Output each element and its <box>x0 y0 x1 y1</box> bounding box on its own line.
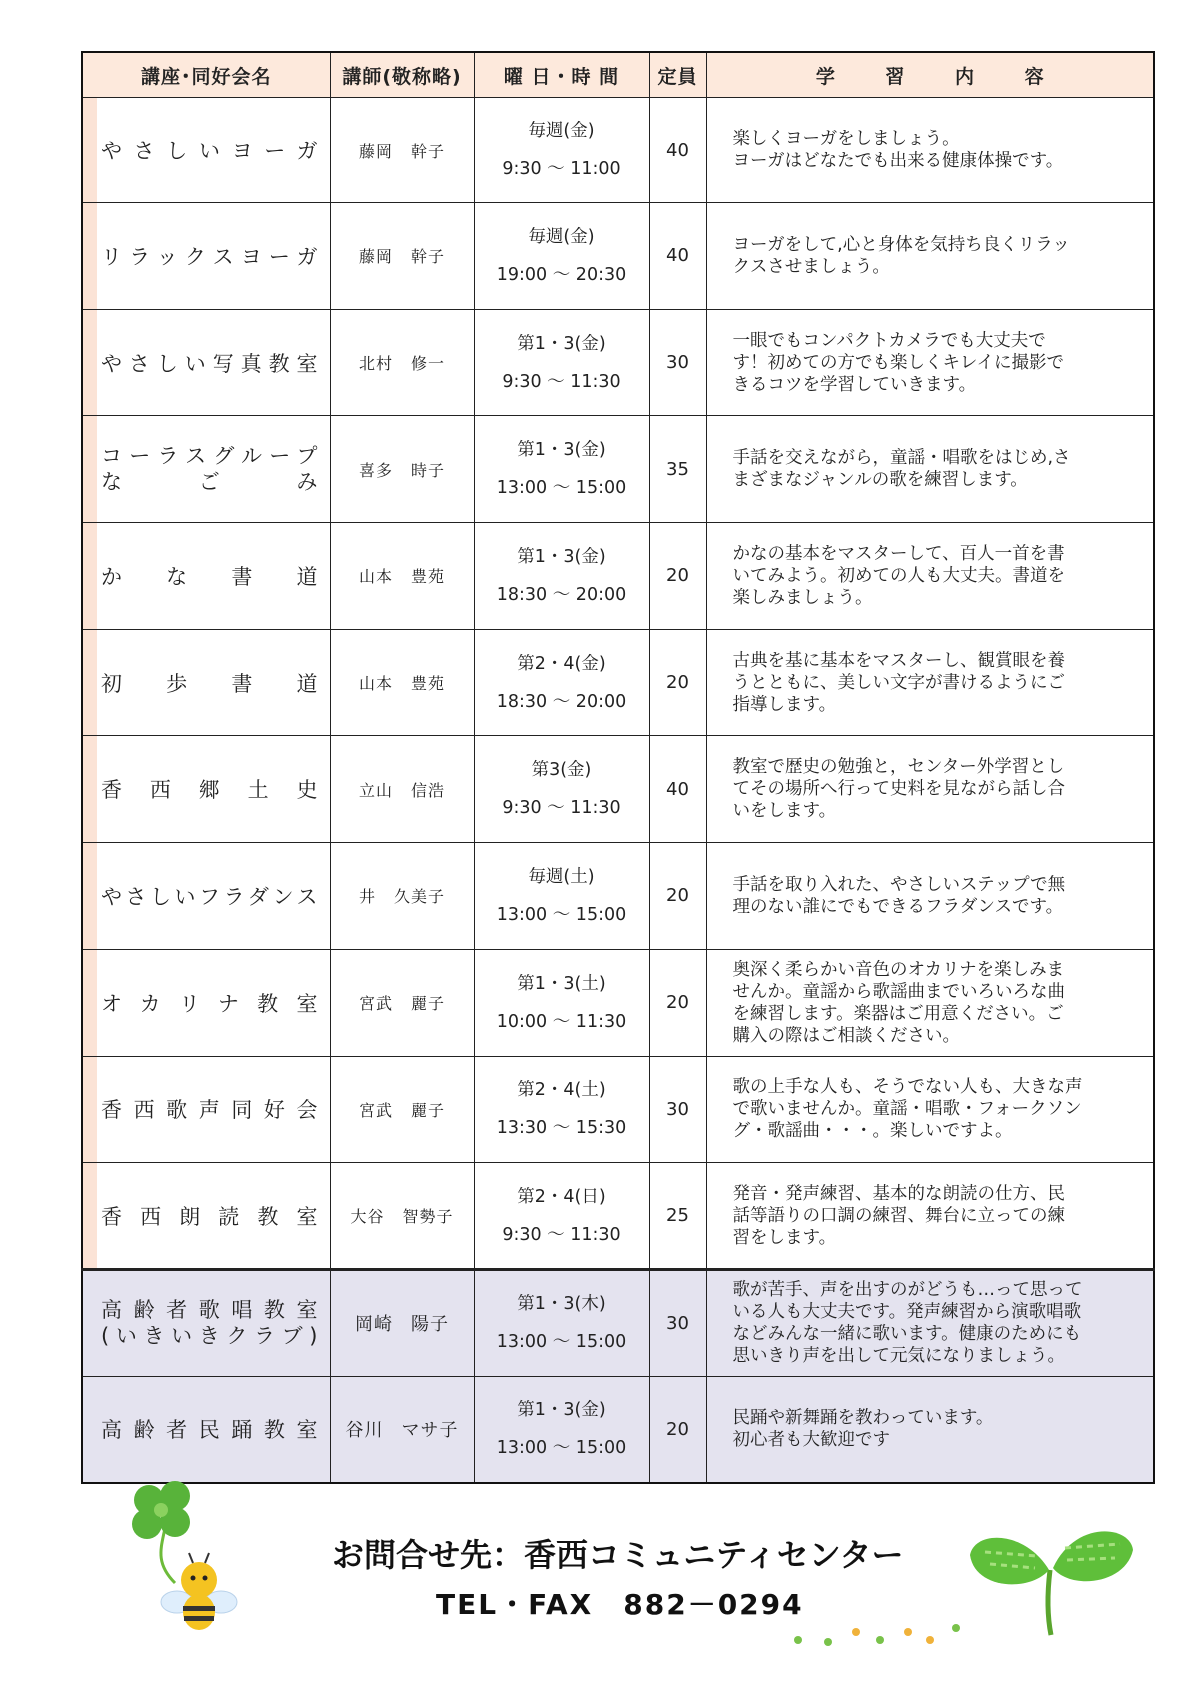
schedule-cell <box>474 843 649 950</box>
capacity-cell: 40 <box>649 736 706 843</box>
description-cell <box>706 523 1154 630</box>
description-line: クスさせましょう。 <box>732 256 890 277</box>
description-line: 楽しくヨーガをしましょう。 <box>732 129 960 149</box>
schedule-time: 9:30 ～ 11:30 <box>502 371 621 392</box>
schedule-time: 9:30 ～ 11:00 <box>502 159 621 179</box>
contact-tel: TEL・FAX 882－0294 <box>436 1588 804 1621</box>
teacher-cell <box>330 1269 474 1376</box>
course-name: リラックスヨーガ <box>101 244 318 269</box>
teacher-family-name: 山本 <box>358 567 393 587</box>
table-row <box>82 523 1154 630</box>
teacher-given-name: 信浩 <box>411 780 446 800</box>
schedule-time: 13:00 ～ 15:00 <box>496 1438 627 1459</box>
table-row <box>82 629 1154 736</box>
course-name-line2: (いきいきクラブ) <box>101 1324 318 1349</box>
course-name: 香西朗読教室 <box>101 1204 318 1229</box>
description-line: 理のない誰にでもできるフラダンスです。 <box>732 896 1064 917</box>
description-cell <box>706 949 1154 1056</box>
course-name-cell <box>82 1163 330 1270</box>
schedule-cell <box>474 98 649 203</box>
course-name-line1: 高齢者歌唱教室 <box>101 1298 318 1323</box>
schedule-time: 13:30 ～ 15:30 <box>496 1118 627 1139</box>
teacher-given-name: 麗子 <box>411 994 446 1014</box>
course-name-cell <box>82 629 330 736</box>
teacher-given-name: 麗子 <box>411 1100 446 1120</box>
description-line: せんか。童謡から歌謡曲までいろいろな曲 <box>732 981 1065 1002</box>
schedule-time: 10:00 ～ 11:30 <box>496 1011 627 1032</box>
capacity-cell: 40 <box>649 203 706 310</box>
teacher-cell <box>330 949 474 1056</box>
schedule-cell <box>474 629 649 736</box>
capacity-cell: 30 <box>649 1056 706 1163</box>
table-row <box>82 843 1154 950</box>
schedule-time: 18:30 ～ 20:00 <box>496 691 627 712</box>
teacher-family-name: 立山 <box>358 780 393 800</box>
table-row <box>82 309 1154 416</box>
course-name-cell <box>82 736 330 843</box>
course-name-cell <box>82 949 330 1056</box>
course-name-cell <box>82 309 330 416</box>
capacity-cell: 25 <box>649 1163 706 1270</box>
description-cell <box>706 736 1154 843</box>
course-name-cell <box>82 843 330 950</box>
course-name-cell <box>82 1376 330 1483</box>
teacher-family-name: 山本 <box>358 674 393 694</box>
course-name: 香西郷土史 <box>101 778 318 803</box>
course-name-cell <box>82 523 330 630</box>
description-line: 初心者も大歓迎です <box>732 1430 890 1451</box>
teacher-cell <box>330 309 474 416</box>
capacity-cell: 20 <box>649 1376 706 1483</box>
teacher-family-name: 宮武 <box>358 1100 393 1120</box>
schedule-day: 第2・4(金) <box>517 653 606 674</box>
bee-icon <box>155 1550 245 1640</box>
teacher-family-name: 岡崎 <box>355 1314 393 1336</box>
description-line: 楽しみましょう。 <box>732 587 873 608</box>
capacity-cell: 20 <box>649 523 706 630</box>
teacher-given-name: 修一 <box>411 354 446 374</box>
capacity-cell: 30 <box>649 1269 706 1376</box>
description-cell <box>706 1269 1154 1376</box>
contact-heading: お問合せ先：香西コミュニティセンター <box>332 1536 904 1574</box>
schedule-day: 第1・3(木) <box>517 1294 606 1315</box>
teacher-cell <box>330 416 474 523</box>
teacher-family-name: 大谷 <box>350 1207 385 1227</box>
header-capacity: 定員 <box>649 52 706 98</box>
dots-decoration <box>790 1610 970 1650</box>
description-cell <box>706 309 1154 416</box>
course-name: オカリナ教室 <box>101 991 318 1016</box>
description-cell <box>706 1376 1154 1483</box>
description-cell <box>706 203 1154 310</box>
course-name-cell <box>82 203 330 310</box>
course-name: かな書道 <box>101 564 318 589</box>
description-cell <box>706 1056 1154 1163</box>
schedule-cell <box>474 1163 649 1270</box>
course-name: 香西歌声同好会 <box>101 1098 318 1123</box>
teacher-family-name: 藤岡 <box>358 247 393 267</box>
table-row <box>82 1269 1154 1376</box>
teacher-family-name: 井 <box>358 887 376 907</box>
description-line: 古典を基に基本をマスターし、観賞眼を養 <box>732 650 1065 671</box>
course-name-cell <box>82 1269 330 1376</box>
description-line: 思いきり声を出して元気になりましょう。 <box>732 1346 1065 1367</box>
teacher-family-name: 喜多 <box>358 460 393 480</box>
table-header-row <box>82 52 1154 98</box>
description-line: す！初めての方でも楽しくキレイに撮影で <box>732 352 1064 373</box>
course-name: やさしい写真教室 <box>101 351 318 376</box>
schedule-day: 第3(金) <box>531 760 592 781</box>
description-line: 教室で歴史の勉強と，センター外学習とし <box>732 757 1065 778</box>
description-line: 指導します。 <box>732 694 837 715</box>
schedule-day: 第1・3(金) <box>517 333 606 354</box>
schedule-day: 毎週(金) <box>528 121 595 141</box>
teacher-given-name: 久美子 <box>394 887 446 907</box>
description-line: などみんな一緒に歌います。健康のためにも <box>732 1324 1082 1345</box>
description-line: いる人も大丈夫です。発声練習から演歌唱歌 <box>732 1302 1082 1323</box>
capacity-cell: 20 <box>649 949 706 1056</box>
teacher-family-name: 北村 <box>358 354 393 374</box>
table-row <box>82 203 1154 310</box>
description-line: 話等語りの口調の練習、舞台に立っての練 <box>732 1205 1065 1226</box>
course-table <box>81 51 1155 1484</box>
teacher-cell <box>330 98 474 203</box>
table-row <box>82 949 1154 1056</box>
schedule-cell <box>474 1376 649 1483</box>
schedule-day: 第2・4(土) <box>517 1080 606 1101</box>
header-teacher: 講師(敬称略) <box>330 52 474 98</box>
schedule-cell <box>474 1056 649 1163</box>
teacher-family-name: 藤岡 <box>358 141 393 161</box>
schedule-time: 18:30 ～ 20:00 <box>496 584 627 605</box>
teacher-given-name: 豊苑 <box>411 674 446 694</box>
teacher-given-name: 豊苑 <box>411 567 446 587</box>
description-line: てその場所へ行って史料を見ながら話し合 <box>732 779 1065 800</box>
teacher-cell <box>330 1163 474 1270</box>
description-line: いをします。 <box>732 801 837 822</box>
course-name-cell <box>82 1056 330 1163</box>
description-line: を練習します。楽器はご用意ください。ご <box>732 1003 1064 1024</box>
teacher-family-name: 宮武 <box>358 994 393 1014</box>
teacher-given-name: 智勢子 <box>402 1207 454 1227</box>
schedule-cell <box>474 736 649 843</box>
teacher-cell <box>330 1376 474 1483</box>
schedule-cell <box>474 309 649 416</box>
schedule-time: 9:30 ～ 11:30 <box>502 798 621 819</box>
capacity-cell: 40 <box>649 98 706 203</box>
schedule-cell <box>474 523 649 630</box>
course-name-line2: なごみ <box>101 470 318 495</box>
schedule-time: 13:00 ～ 15:00 <box>496 904 627 925</box>
description-line: きるコツを学習していきます。 <box>732 374 977 395</box>
schedule-cell <box>474 416 649 523</box>
teacher-family-name: 谷川 <box>345 1420 384 1442</box>
course-name-line1: コーラスグループ <box>101 444 318 469</box>
teacher-cell <box>330 203 474 310</box>
teacher-given-name: 陽子 <box>411 1314 449 1336</box>
description-line: 一眼でもコンパクトカメラでも大丈夫で <box>732 330 1046 351</box>
description-line: 奥深く柔らかい音色のオカリナを楽しみま <box>732 959 1065 980</box>
schedule-cell <box>474 1269 649 1376</box>
schedule-day: 第1・3(土) <box>517 973 606 994</box>
description-line: ヨーガはどなたでも出来る健康体操です。 <box>732 151 1064 171</box>
description-cell <box>706 629 1154 736</box>
description-line: で歌いませんか。童謡・唱歌・フォークソン <box>732 1099 1082 1120</box>
description-line: 歌の上手な人も、そうでない人も、大きな声 <box>732 1077 1083 1098</box>
teacher-given-name: 幹子 <box>411 247 446 267</box>
course-name-cell <box>82 416 330 523</box>
teacher-given-name: 幹子 <box>411 141 446 161</box>
table-row <box>82 98 1154 203</box>
teacher-cell <box>330 523 474 630</box>
description-line: かなの基本をマスターして、百人一首を書 <box>732 543 1065 564</box>
teacher-given-name: 時子 <box>411 460 446 480</box>
table-row <box>82 1056 1154 1163</box>
teacher-given-name: マサ子 <box>401 1420 459 1442</box>
schedule-day: 毎週(金) <box>528 226 595 247</box>
schedule-time: 13:00 ～ 15:00 <box>496 1332 627 1353</box>
description-line: ヨーガをして,心と身体を気持ち良くリラッ <box>732 234 1070 255</box>
course-name: 初歩書道 <box>101 671 318 696</box>
description-line: いてみよう。初めての人も大丈夫。書道を <box>732 565 1065 586</box>
schedule-time: 9:30 ～ 11:30 <box>502 1224 621 1245</box>
teacher-cell <box>330 843 474 950</box>
description-line: うとともに、美しい文字が書けるようにご <box>732 672 1065 693</box>
description-cell <box>706 843 1154 950</box>
table-row <box>82 736 1154 843</box>
capacity-cell: 30 <box>649 309 706 416</box>
course-name: 高齢者民踊教室 <box>101 1418 318 1443</box>
sprout-icon <box>965 1510 1135 1640</box>
schedule-day: 第1・3(金) <box>517 546 606 567</box>
schedule-day: 第1・3(金) <box>517 440 606 461</box>
course-name-cell <box>82 98 330 203</box>
schedule-day: 第1・3(金) <box>517 1400 606 1421</box>
capacity-cell: 20 <box>649 843 706 950</box>
description-cell <box>706 98 1154 203</box>
description-line: 手話を交えながら，童謡・唱歌をはじめ,さ <box>732 448 1071 469</box>
table-row <box>82 1163 1154 1270</box>
capacity-cell: 35 <box>649 416 706 523</box>
header-schedule: 曜 日・時 間 <box>474 52 649 98</box>
teacher-cell <box>330 629 474 736</box>
schedule-time: 19:00 ～ 20:30 <box>496 264 627 285</box>
header-course: 講座･同好会名 <box>82 52 330 98</box>
description-line: 発音・発声練習、基本的な朗読の仕方、民 <box>732 1183 1065 1204</box>
table-row <box>82 416 1154 523</box>
description-cell <box>706 416 1154 523</box>
schedule-cell <box>474 203 649 310</box>
description-line: 民踊や新舞踊を教わっています。 <box>732 1408 994 1429</box>
description-line: 習をします。 <box>732 1227 837 1248</box>
course-name: やさしいヨーガ <box>101 139 318 163</box>
description-line: 購入の際はご相談ください。 <box>732 1025 960 1046</box>
description-cell <box>706 1163 1154 1270</box>
schedule-cell <box>474 949 649 1056</box>
teacher-cell <box>330 736 474 843</box>
header-content: 学 習 内 容 <box>706 52 1154 98</box>
schedule-day: 第2・4(日) <box>517 1186 606 1207</box>
description-line: 歌が苦手、声を出すのがどうも…って思って <box>732 1280 1083 1301</box>
description-line: グ・歌謡曲・・・。楽しいですよ。 <box>732 1121 1013 1142</box>
schedule-day: 毎週(土) <box>528 866 595 887</box>
teacher-cell <box>330 1056 474 1163</box>
description-line: 手話を取り入れた、やさしいステップで無 <box>732 874 1066 895</box>
table-row <box>82 1376 1154 1483</box>
description-line: まざまなジャンルの歌を練習します。 <box>732 470 1028 491</box>
capacity-cell: 20 <box>649 629 706 736</box>
schedule-time: 13:00 ～ 15:00 <box>496 478 627 499</box>
course-name: やさしいフラダンス <box>101 884 318 909</box>
